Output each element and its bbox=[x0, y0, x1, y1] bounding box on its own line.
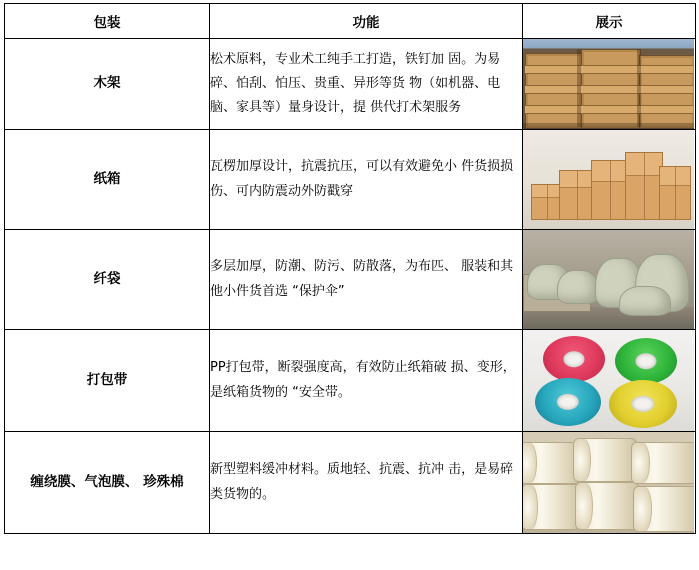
wood-crate-photo bbox=[523, 39, 694, 129]
cell-function: 瓦楞加厚设计，抗震抗压，可以有效避免小 件货损损伤、可内防震动外防戳穿 bbox=[210, 130, 523, 230]
cell-function: 多层加厚，防潮、防污、防散落，为布匹、 服装和其他小件货首选 “保护伞” bbox=[210, 230, 523, 330]
cell-demo bbox=[523, 432, 696, 534]
stretch-film-photo bbox=[523, 432, 694, 533]
cell-demo bbox=[523, 230, 696, 330]
strapping-reel-photo bbox=[523, 330, 694, 431]
cell-demo bbox=[523, 330, 696, 432]
cell-demo bbox=[523, 39, 696, 130]
table-row bbox=[5, 432, 696, 534]
cell-category: 缠绕膜、气泡膜、 珍殊棉 bbox=[5, 432, 210, 534]
carton-box-photo bbox=[523, 130, 694, 229]
header-cell-packaging: 包装 bbox=[5, 4, 210, 39]
cell-category: 木架 bbox=[5, 39, 210, 130]
cell-category: 纸箱 bbox=[5, 130, 210, 230]
cell-category: 打包带 bbox=[5, 330, 210, 432]
cell-category: 纤袋 bbox=[5, 230, 210, 330]
cell-function: PP打包带，断裂强度高，有效防止纸箱破 损、变形，是纸箱货物的 “安全带。 bbox=[210, 330, 523, 432]
table-body bbox=[5, 39, 696, 534]
table-header bbox=[5, 4, 696, 39]
header-cell-demo: 展示 bbox=[523, 4, 696, 39]
cell-function: 新型塑料缓冲材料。质地轻、抗震、抗冲 击，是易碎类货物的。 bbox=[210, 432, 523, 534]
packaging-table bbox=[4, 3, 696, 534]
header-cell-function: 功能 bbox=[210, 4, 523, 39]
cell-function: 松术原料，专业术工纯手工打造，铁钉加 固。为易碎、怕刮、怕压、贵重、异形等货 物（如机器、电脑、家具等）量身设计，提 供代打术架服务 bbox=[210, 39, 523, 130]
cell-demo bbox=[523, 130, 696, 230]
header-row bbox=[5, 4, 696, 39]
table-row bbox=[5, 230, 696, 330]
table-row bbox=[5, 130, 696, 230]
table-row bbox=[5, 39, 696, 130]
woven-bag-photo bbox=[523, 230, 694, 329]
table-row bbox=[5, 330, 696, 432]
